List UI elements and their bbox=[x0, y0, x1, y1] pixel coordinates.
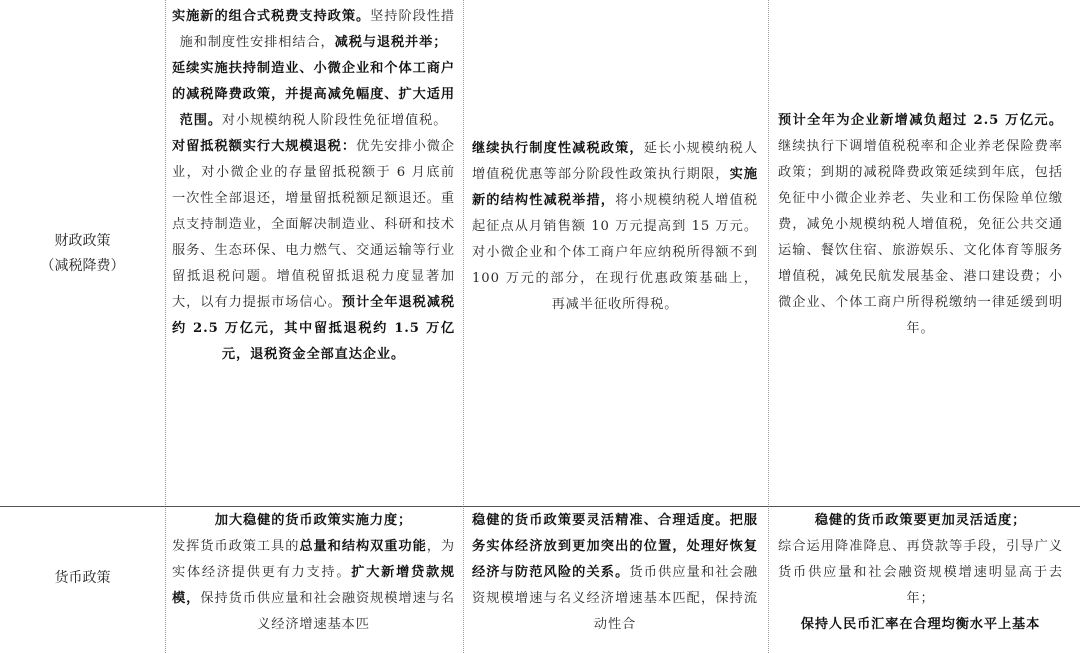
category-fiscal-subtitle: （减税降费） bbox=[40, 258, 125, 274]
text-segment: 继续执行制度性减税政策， bbox=[472, 141, 644, 156]
text-segment: 发挥货币政策工具的 bbox=[172, 539, 300, 554]
text-segment: 保持货币供应量和社会融资规模增速与名义经济增速基本匹 bbox=[200, 591, 455, 632]
text-segment: 实施新的结构性减税举措， bbox=[472, 167, 758, 208]
text-segment: 优先安排小微企业，对小微企业的存量留抵税额于 6 月底前一次性全部退还，增量留抵税额足额退还。重点支持制造业，全面解决制造业、科研和技术服务、生态环保、电力燃气、交通运输等行业留抵退税问题。增值税留抵退税力度显著加大，以有力提振市场信心。 bbox=[172, 139, 455, 310]
monetary-col1-para2 bbox=[172, 534, 455, 638]
monetary-col1-para1 bbox=[172, 508, 455, 534]
text-segment: 对小规模纳税人阶段性免征增值税。 bbox=[221, 113, 448, 128]
monetary-col3-para3 bbox=[778, 612, 1063, 638]
text-segment: 预计全年为企业新增减负超过 2.5 万亿元。 bbox=[778, 113, 1063, 128]
text-segment: 总量和结构双重功能 bbox=[299, 539, 427, 554]
category-fiscal-title: 财政政策 bbox=[54, 233, 111, 249]
text-segment: 扩大新增贷款规模， bbox=[172, 565, 455, 606]
monetary-cell-col2 bbox=[472, 508, 758, 638]
text-segment: 延长小规模纳税人增值税优惠等部分阶段性政策执行期限， bbox=[472, 141, 758, 182]
text-segment: 将小规模纳税人增值税起征点从月销售额 10 万元提高到 15 万元。对小微企业和个体工商户年应纳税所得额不到 100 万元的部分，在现行优惠政策基础上，再减半征收所得税。 bbox=[472, 193, 759, 312]
monetary-col2-para1 bbox=[472, 508, 758, 638]
fiscal-col1-para3 bbox=[172, 134, 455, 368]
fiscal-cell-col1 bbox=[172, 4, 455, 368]
monetary-cell-col3 bbox=[778, 508, 1063, 638]
category-monetary-policy bbox=[0, 566, 165, 591]
text-segment: 延续实施扶持制造业、小微企业和个体工商户的减税降费政策，并提高减免幅度、扩大适用范围。 bbox=[172, 61, 455, 128]
text-segment: 综合运用降准降息、再贷款等手段，引导广义货币供应量和社会融资规模增速明显高于去年； bbox=[778, 539, 1063, 606]
fiscal-cell-col3 bbox=[778, 108, 1063, 342]
text-segment: 货币供应量和社会融资规模增速与名义经济增速基本匹配，保持流动性合 bbox=[472, 565, 758, 632]
text-segment: 对留抵税额实行大规模退税： bbox=[172, 139, 356, 154]
fiscal-cell-col2 bbox=[472, 136, 758, 318]
text-segment: 预计全年退税减税约 2.5 万亿元，其中留抵退税约 1.5 万亿元，退税资金全部直达企业。 bbox=[172, 295, 455, 362]
monetary-cell-col1 bbox=[172, 508, 455, 638]
text-segment: 继续执行下调增值税税率和企业养老保险费率政策；到期的减税降费政策延续到年底，包括免征中小微企业养老、失业和工伤保险单位缴费，减免小规模纳税人增值税，免征公共交通运输、餐饮住宿、旅游娱乐、文化体育等服务增值税，减免民航发展基金、港口建设费；小微企业、个体工商户所得税缴纳一律延缓到明年。 bbox=[778, 139, 1063, 336]
fiscal-col1-para1 bbox=[172, 4, 455, 56]
row-divider bbox=[0, 506, 1080, 507]
text-segment: 稳健的货币政策要更加灵活适度； bbox=[814, 513, 1027, 528]
fiscal-col2-para1 bbox=[472, 136, 758, 318]
text-segment: ，为实体经济提供更有力支持。 bbox=[172, 539, 455, 580]
text-segment: 减税与退税并举； bbox=[334, 35, 448, 50]
column-divider-2 bbox=[463, 0, 464, 653]
text-segment: 保持人民币汇率在合理均衡水平上基本 bbox=[800, 617, 1041, 632]
monetary-col3-para2 bbox=[778, 534, 1063, 612]
column-divider-3 bbox=[768, 0, 769, 653]
text-segment: 实施新的组合式税费支持政策。 bbox=[172, 9, 371, 24]
monetary-col3-para1 bbox=[778, 508, 1063, 534]
text-segment: 稳健的货币政策要灵活精准、合理适度。把服务实体经济放到更加突出的位置，处理好恢复经济与防范风险的关系。 bbox=[472, 513, 758, 580]
text-segment: 加大稳健的货币政策实施力度； bbox=[214, 513, 413, 528]
fiscal-col1-para2 bbox=[172, 56, 455, 134]
text-segment: 坚持阶段性措施和制度性安排相结合， bbox=[179, 9, 455, 50]
category-fiscal-policy bbox=[0, 229, 165, 279]
fiscal-col3-para1 bbox=[778, 108, 1063, 342]
category-monetary-title: 货币政策 bbox=[54, 570, 111, 586]
column-divider-1 bbox=[165, 0, 166, 653]
